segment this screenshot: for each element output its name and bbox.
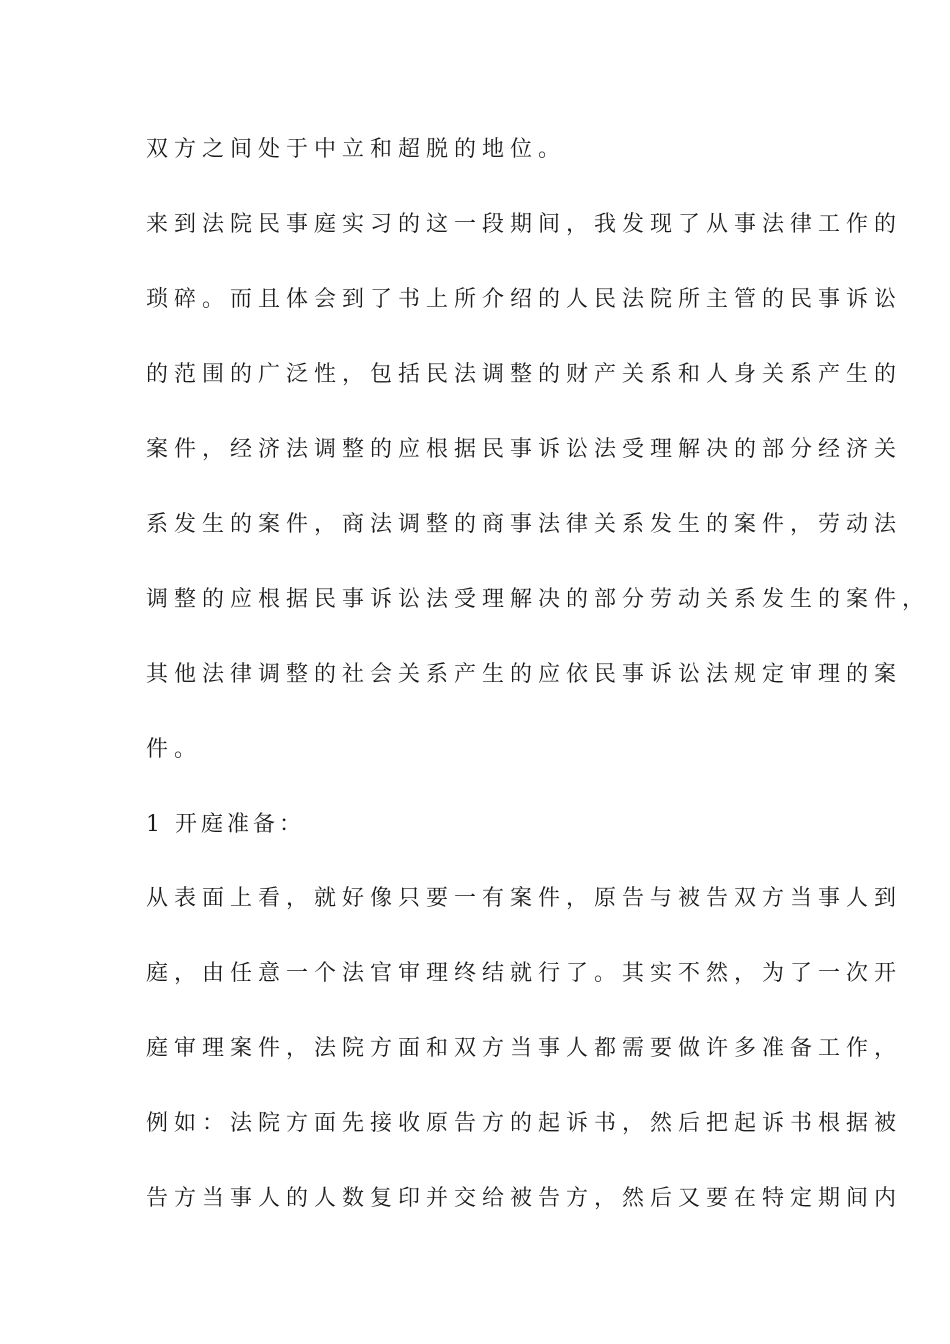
- text-line: 双方之间处于中立和超脱的地位。: [146, 137, 567, 162]
- text-line: 件。: [146, 737, 203, 762]
- text-line: 系发生的案件，商法调整的商事法律关系发生的案件，劳动法: [146, 512, 903, 537]
- text-line: 琐碎。而且体会到了书上所介绍的人民法院所主管的民事诉讼: [146, 287, 903, 312]
- section-heading: 1 开庭准备：: [146, 812, 305, 837]
- text-line: 来到法院民事庭实习的这一段期间，我发现了从事法律工作的: [146, 212, 903, 237]
- text-line: 从表面上看，就好像只要一有案件，原告与被告双方当事人到: [146, 886, 903, 911]
- text-line: 其他法律调整的社会关系产生的应依民事诉讼法规定审理的案: [146, 662, 903, 687]
- text-line: 庭，由任意一个法官审理终结就行了。其实不然，为了一次开: [146, 961, 903, 986]
- text-line: 告方当事人的人数复印并交给被告方，然后又要在特定期间内: [146, 1186, 903, 1211]
- text-line: 例如：法院方面先接收原告方的起诉书，然后把起诉书根据被: [146, 1111, 903, 1136]
- text-line: 案件，经济法调整的应根据民事诉讼法受理解决的部分经济关: [146, 437, 903, 462]
- text-line: 的范围的广泛性，包括民法调整的财产关系和人身关系产生的: [146, 362, 903, 387]
- text-line: 调整的应根据民事诉讼法受理解决的部分劳动关系发生的案件，: [146, 587, 931, 612]
- text-line: 庭审理案件，法院方面和双方当事人都需要做许多准备工作，: [146, 1036, 903, 1061]
